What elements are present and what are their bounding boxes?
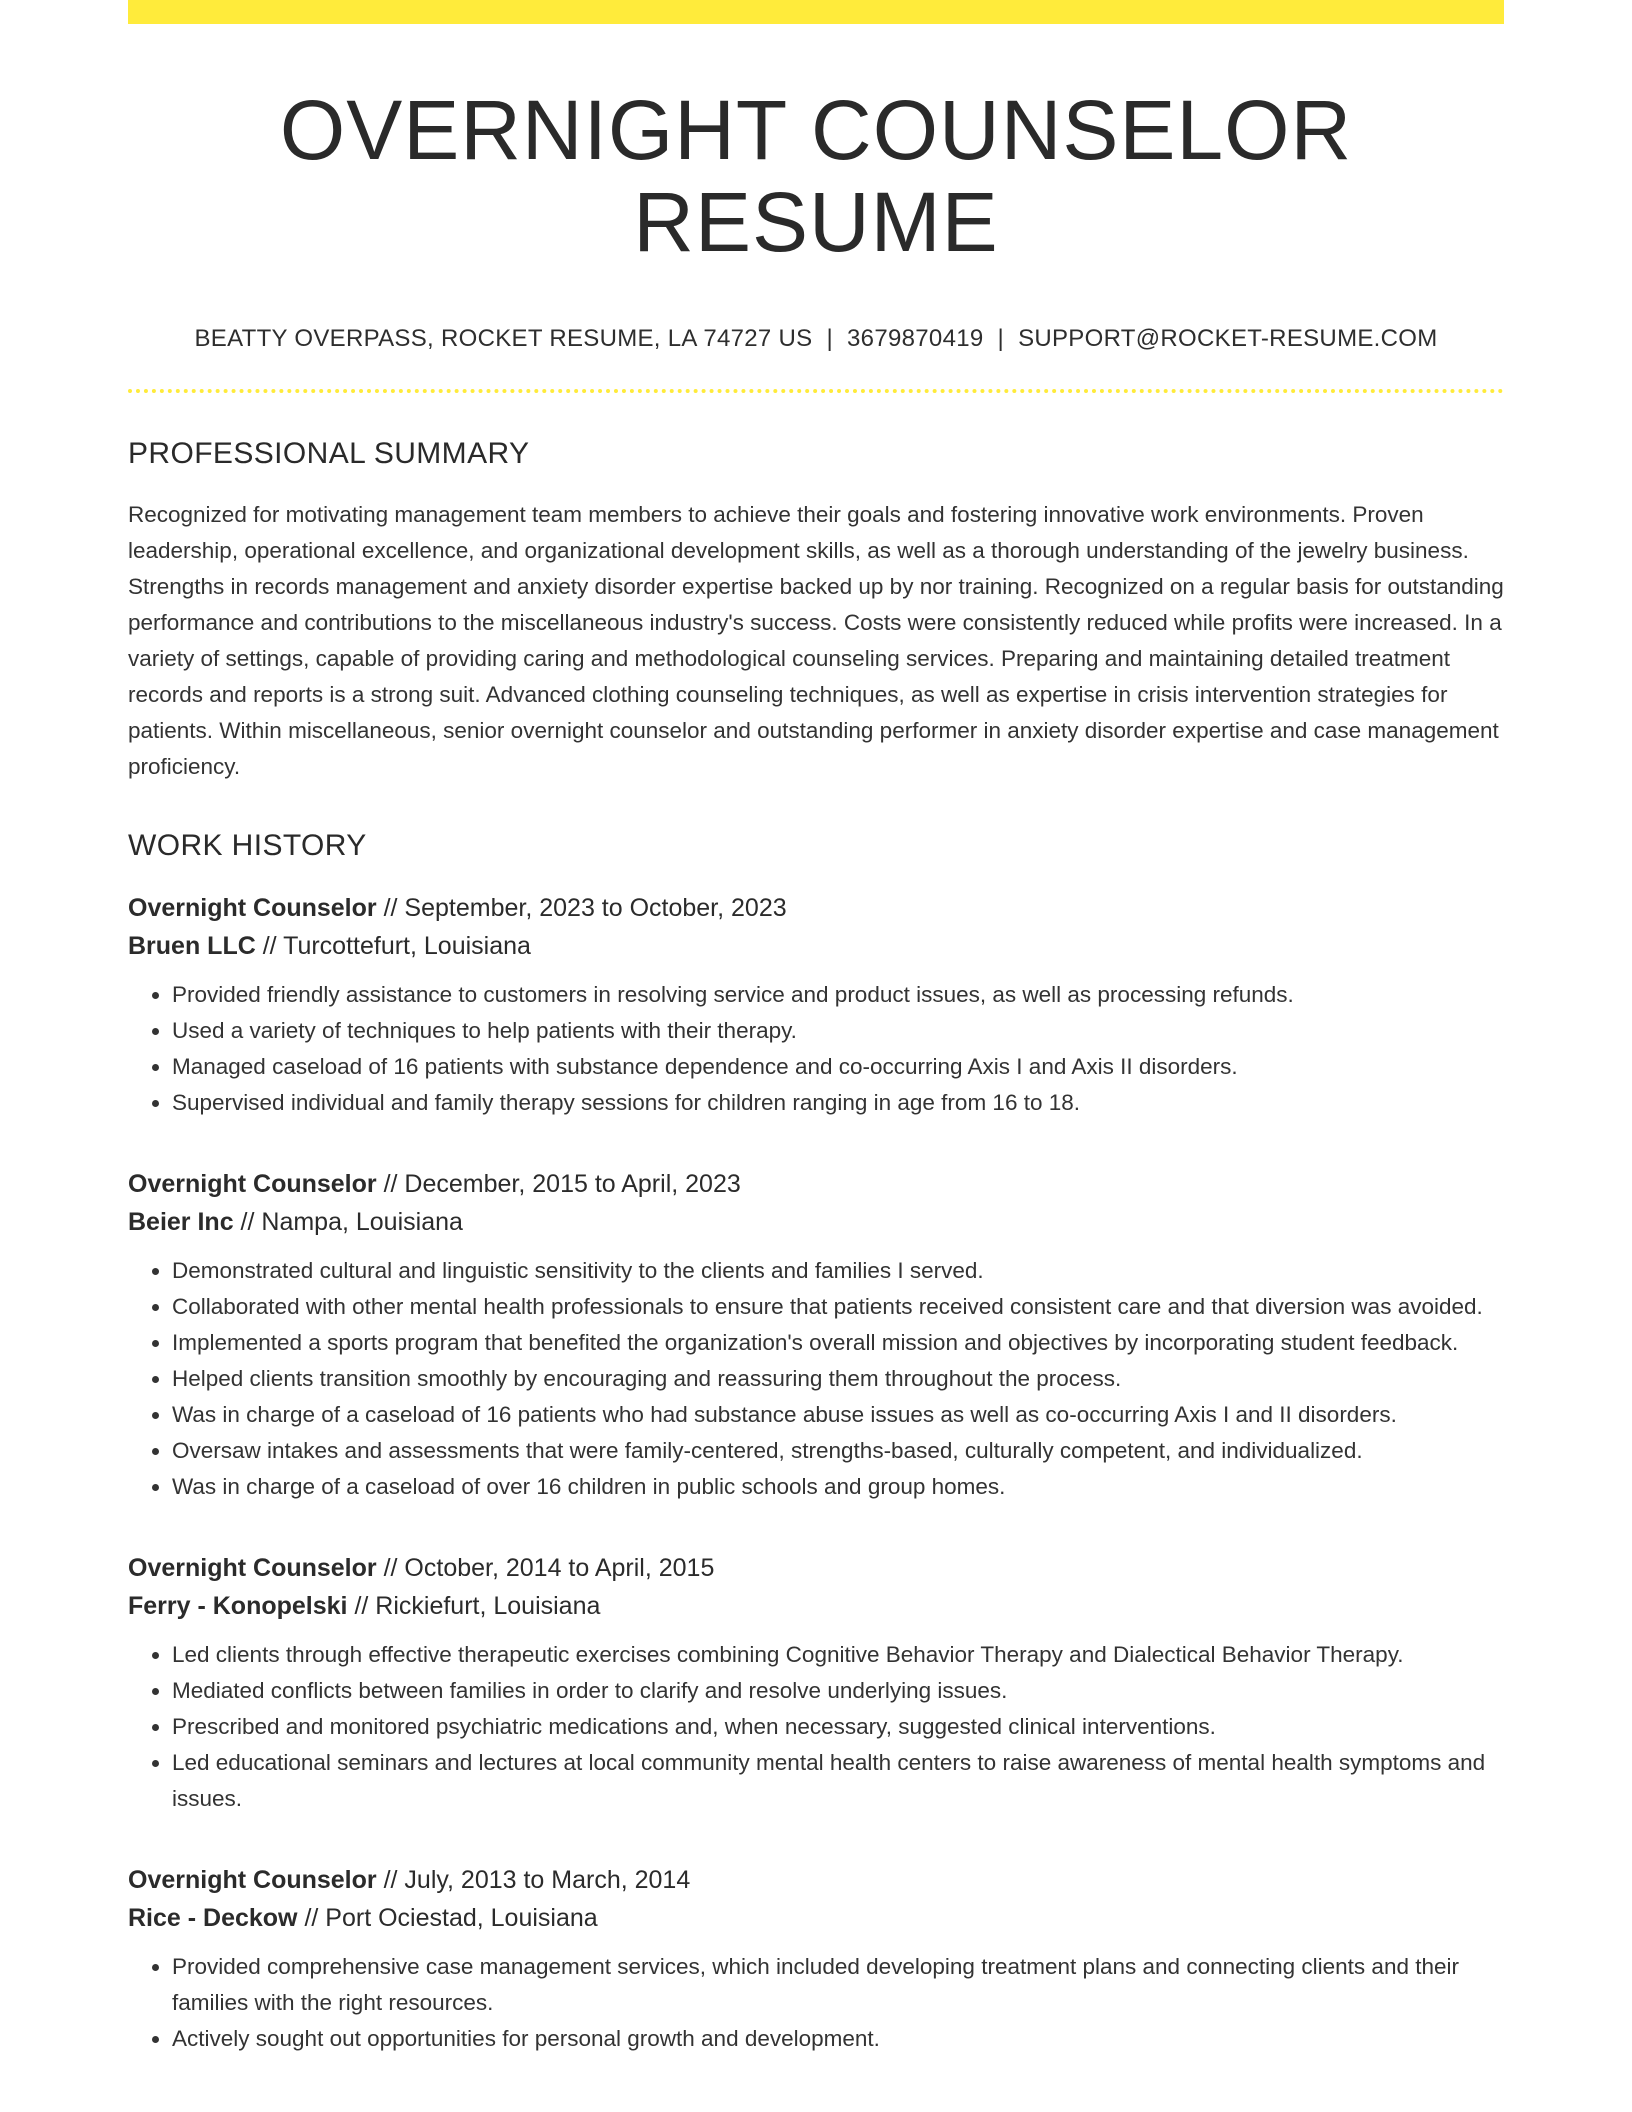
job-bullets	[128, 1253, 1504, 1505]
job-bullet: • Implemented a sports program that benefited the organization's overall mission and objectives by incorporating student feedback.	[172, 1325, 1504, 1361]
job-bullet: • Oversaw intakes and assessments that were family-centered, strengths-based, culturally competent, and individualized.	[172, 1433, 1504, 1469]
job-dates: // July, 2013 to March, 2014	[376, 1866, 691, 1895]
job-bullet: • Prescribed and monitored psychiatric medications and, when necessary, suggested clinical interventions.	[172, 1709, 1504, 1745]
work-history-list	[128, 889, 1504, 2057]
job-bullet: • Actively sought out opportunities for personal growth and development.	[172, 2021, 1504, 2057]
contact-line	[128, 325, 1504, 353]
job-entry	[128, 1549, 1504, 1817]
job-entry	[128, 1861, 1504, 2057]
job-company-line	[128, 1203, 1504, 1241]
accent-top-bar	[128, 0, 1504, 24]
job-bullets	[128, 977, 1504, 1121]
job-title-line	[128, 1861, 1504, 1899]
contact-separator: |	[997, 325, 1005, 353]
job-bullet: • Provided friendly assistance to customers in resolving service and product issues, as well as processing refunds.	[172, 977, 1504, 1013]
job-location: // Rickiefurt, Louisiana	[347, 1592, 601, 1621]
job-company-line	[128, 927, 1504, 965]
contact-address: BEATTY OVERPASS, ROCKET RESUME, LA 74727 US	[194, 325, 813, 353]
job-company-line	[128, 1587, 1504, 1625]
job-company: Bruen LLC	[128, 932, 256, 961]
job-bullets	[128, 1637, 1504, 1817]
job-entry	[128, 1165, 1504, 1505]
job-bullet: • Led clients through effective therapeutic exercises combining Cognitive Behavior Therapy and Dialectical Behavior Therapy.	[172, 1637, 1504, 1673]
job-entry	[128, 889, 1504, 1121]
job-company: Beier Inc	[128, 1208, 234, 1237]
job-bullet: • Supervised individual and family therapy sessions for children ranging in age from 16 to 18.	[172, 1085, 1504, 1121]
job-bullet: • Mediated conflicts between families in order to clarify and resolve underlying issues.	[172, 1673, 1504, 1709]
job-bullets	[128, 1949, 1504, 2057]
job-bullet: • Provided comprehensive case management services, which included developing treatment plans and connecting clients and their families with the right resources.	[172, 1949, 1504, 2021]
job-bullet: • Managed caseload of 16 patients with substance dependence and co-occurring Axis I and Axis II disorders.	[172, 1049, 1504, 1085]
summary-heading: PROFESSIONAL SUMMARY	[128, 437, 530, 471]
job-location: // Turcottefurt, Louisiana	[255, 932, 531, 961]
job-title: Overnight Counselor	[128, 1554, 377, 1583]
job-bullet: • Was in charge of a caseload of over 16 children in public schools and group homes.	[172, 1469, 1504, 1505]
job-dates: // December, 2015 to April, 2023	[376, 1170, 741, 1199]
job-bullet: • Collaborated with other mental health professionals to ensure that patients received consistent care and that diversion was avoided.	[172, 1289, 1504, 1325]
dotted-divider	[128, 389, 1504, 393]
job-bullet: • Demonstrated cultural and linguistic sensitivity to the clients and families I served.	[172, 1253, 1504, 1289]
job-bullet: • Helped clients transition smoothly by encouraging and reassuring them throughout the process.	[172, 1361, 1504, 1397]
job-title: Overnight Counselor	[128, 894, 377, 923]
job-dates: // September, 2023 to October, 2023	[376, 894, 787, 923]
contact-separator: |	[826, 325, 834, 353]
work-history-heading: WORK HISTORY	[128, 829, 367, 863]
job-bullet: • Led educational seminars and lectures at local community mental health centers to raise awareness of mental health symptoms and issues.	[172, 1745, 1504, 1817]
job-bullet: • Used a variety of techniques to help patients with their therapy.	[172, 1013, 1504, 1049]
job-company-line	[128, 1899, 1504, 1937]
job-location: // Nampa, Louisiana	[233, 1208, 463, 1237]
job-title: Overnight Counselor	[128, 1866, 377, 1895]
job-dates: // October, 2014 to April, 2015	[376, 1554, 715, 1583]
job-location: // Port Ociestad, Louisiana	[297, 1904, 598, 1933]
job-company: Rice - Deckow	[128, 1904, 298, 1933]
page-title: OVERNIGHT COUNSELOR RESUME	[279, 83, 1353, 270]
job-company: Ferry - Konopelski	[128, 1592, 348, 1621]
contact-phone: 3679870419	[847, 325, 984, 353]
job-title-line	[128, 889, 1504, 927]
contact-email: SUPPORT@ROCKET-RESUME.COM	[1018, 325, 1438, 353]
summary-text: Recognized for motivating management team members to achieve their goals and fostering innovative work environments. Proven leadership, operational excellence, and organizational development skills, as well as a thorough understanding of the jewelry business. Strengths in records management and anxiety disorder expertise backed up by nor training. Recognized on a regular basis for outstanding performance and contributions to the miscellaneous industry's success. Costs were consistently reduced while profits were increased. In a variety of settings, capable of providing caring and methodological counseling services. Preparing and maintaining detailed treatment records and reports is a strong suit. Advanced clothing counseling techniques, as well as expertise in crisis intervention strategies for patients. Within miscellaneous, senior overnight counselor and outstanding performer in anxiety disorder expertise and case management proficiency.	[128, 502, 1504, 780]
resume-page	[128, 0, 1504, 2057]
job-bullet: • Was in charge of a caseload of 16 patients who had substance abuse issues as well as co-occurring Axis I and II disorders.	[172, 1397, 1504, 1433]
job-title-line	[128, 1549, 1504, 1587]
job-title-line	[128, 1165, 1504, 1203]
job-title: Overnight Counselor	[128, 1170, 377, 1199]
